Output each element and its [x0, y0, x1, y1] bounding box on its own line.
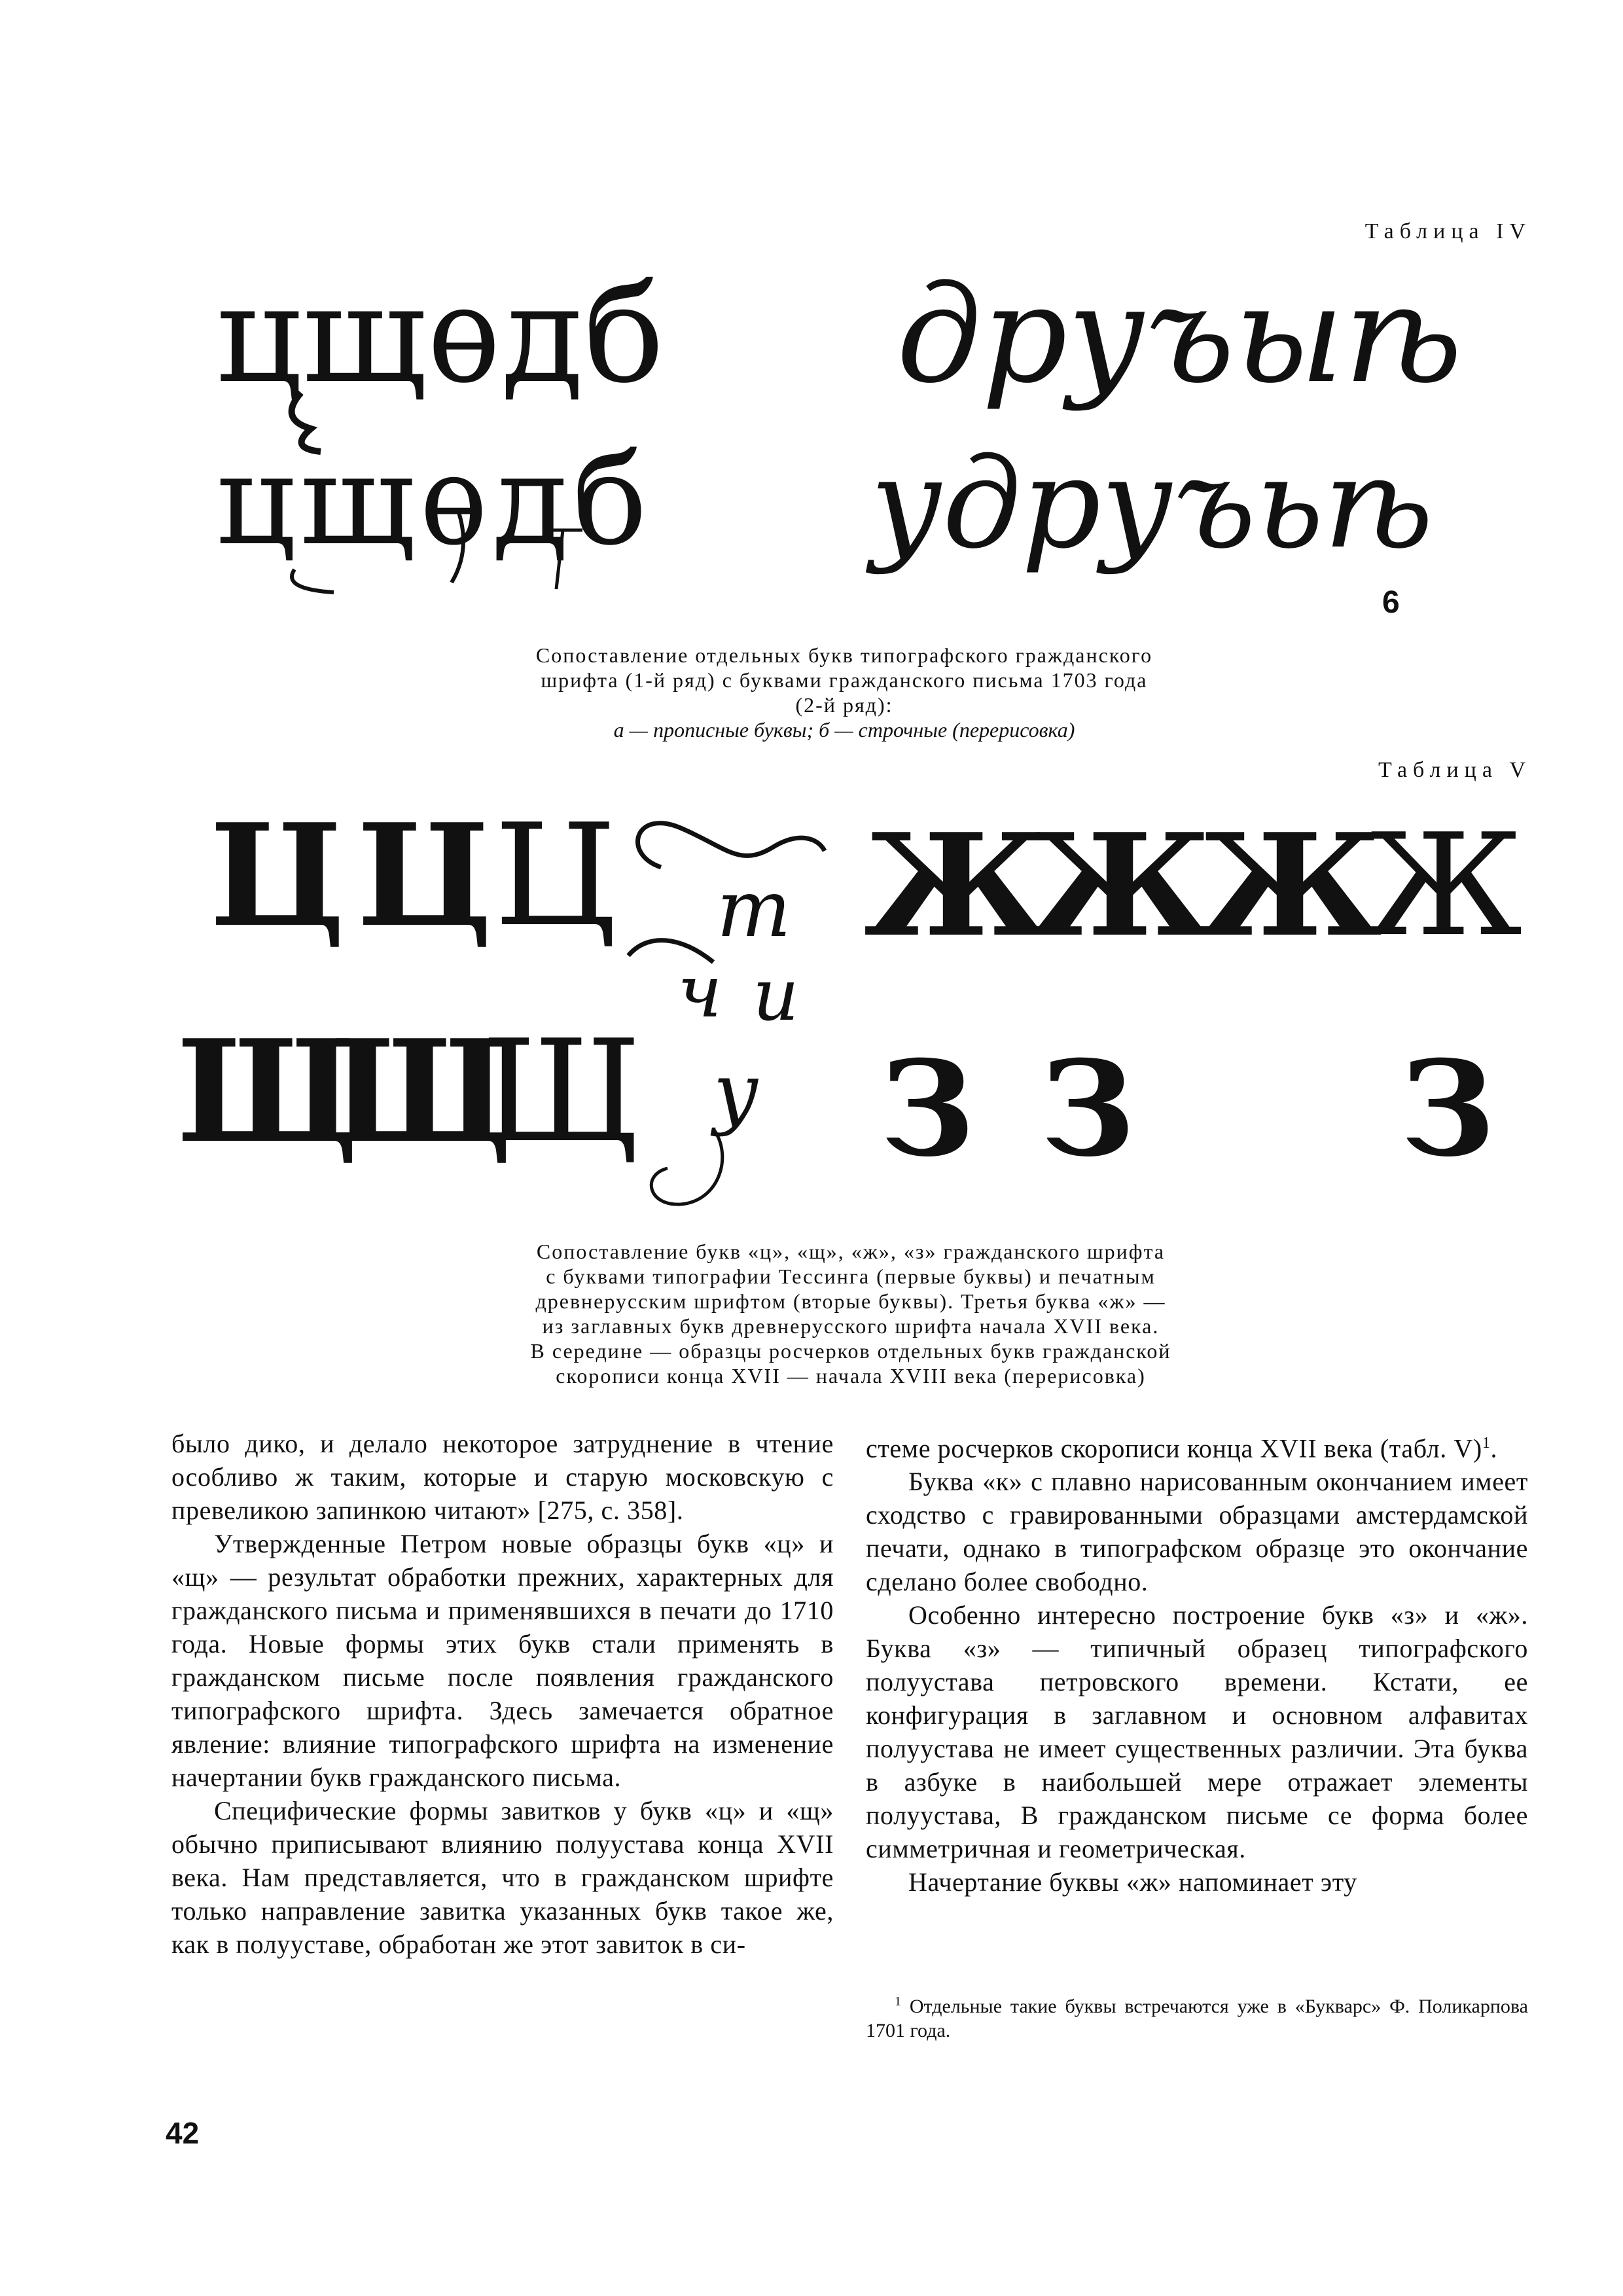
table-4-number: 6: [1382, 585, 1400, 620]
right-paragraph-4: Начертание буквы «ж» напоминает эту: [908, 1867, 1357, 1897]
right-column: [866, 1427, 1528, 1899]
left-paragraph-3: Специфические формы завитков у букв «ц» и «щ» обычно приписывают влиянию полуустава конца XVII века. Нам представляется, что в гражданском шрифте только направление завитка указанных букв такое же, как в полууставе, обработан же этот завиток в си-: [171, 1796, 834, 1959]
table-5-caption-line-6: скорописи конца XVII — начала XVIII века (перерисовка): [556, 1364, 1146, 1388]
table-4-row1-left-letters: цщѳдб: [216, 257, 665, 413]
page-number: 42: [166, 2116, 200, 2150]
table-5-caption-line-3: древнерусским шрифтом (вторые буквы). Третья буква «ж» —: [535, 1289, 1166, 1313]
zh-letter-civil: Ж: [1364, 803, 1523, 967]
table-4-caption-line-3: (2-й ряд):: [795, 693, 893, 717]
zh-letter-capital: Ж: [1198, 802, 1383, 968]
table-5-caption: [458, 1239, 1243, 1388]
footnote-mark: 1: [895, 1994, 901, 2009]
footnote-reference: 1: [1482, 1435, 1491, 1452]
right-paragraph-1: [866, 1427, 1528, 1465]
table-4-caption-line-2: шрифта (1-й ряд) с буквами гражданского письма 1703 года: [541, 668, 1148, 692]
right-paragraph-1-text: стеме росчерков скорописи конца XVII века (табл. V): [866, 1433, 1482, 1463]
table-4-caption-line-1: Сопоставление отдельных букв типографского гражданского: [535, 643, 1153, 667]
shch-letter-tessing: Щ: [177, 1009, 359, 1174]
table-5-caption-line-1: Сопоставление букв «ц», «щ», «ж», «з» гражданского шрифта: [536, 1240, 1166, 1263]
right-paragraph-2: Буква «к» с плавно нарисованным окончанием имеет сходство с гравированными образцами амстердамской печати, однако в типографском образце это окончание сделано более свободно.: [866, 1467, 1528, 1597]
table-5-caption-line-2: с буквами типографии Тессинга (первые буквы) и печатным: [546, 1265, 1156, 1288]
table-4-row2-right-letters: удруъьѣ: [870, 431, 1434, 576]
cursive-i-sample: и: [753, 953, 799, 1037]
ts-letter-old-russian: Ц: [357, 793, 493, 958]
z-letter-tessing: З: [880, 1032, 975, 1186]
left-paragraph-2: Утвержденные Петром новые образцы букв «ц» и «щ» — результат обработки прежних, характерных для гражданского письма и применявшихся в печати до 1710 года. Новые формы этих букв стали применять в гражданском письме после появления гражданского типографского шрифта. Здесь замечается обратное явление: влияние типографского шрифта на изменение начертании букв гражданского письма.: [171, 1529, 834, 1792]
right-paragraph-1-end: .: [1490, 1433, 1498, 1463]
footnote: [866, 1990, 1528, 2043]
z-letter-old-russian: З: [1041, 1032, 1135, 1186]
table-4-label: Таблица IV: [1364, 219, 1531, 243]
footnote-text: Отдельные такие буквы встречаются уже в «Букварс» Ф. Поликарпова 1701 года.: [866, 1996, 1529, 2041]
table-4-flourishes: [216, 380, 903, 596]
ts-letter-civil: Ц: [494, 793, 617, 958]
z-letter-civil: З: [1400, 1032, 1495, 1186]
table-4-row1-right-letters: друъыѣ: [897, 257, 1463, 413]
cursive-te-sample: т: [717, 864, 791, 955]
cursive-che-sample: ч: [677, 950, 722, 1033]
shch-letter-civil: Щ: [481, 1009, 642, 1174]
shch-letter-old-russian: Щ: [330, 1009, 512, 1174]
zh-letter-tessing: Ж: [864, 802, 1049, 968]
left-paragraph-1: было дико, и делало некоторое затруднение в чтение особливо ж таким, которые и старую московскую с превеликою запинкою читают» [275, с. 358].: [171, 1429, 834, 1525]
left-column: [171, 1427, 834, 1961]
ts-letter-tessing: Ц: [209, 793, 346, 958]
table-4-caption: [419, 643, 1270, 742]
cursive-u-sample: у: [713, 1047, 759, 1138]
table-5-label: Таблица V: [1378, 758, 1531, 782]
table-5-caption-line-5: В середине — образцы росчерков отдельных букв гражданской: [530, 1339, 1171, 1363]
zh-letter-old-russian: Ж: [1027, 802, 1213, 968]
right-paragraph-3: Особенно интересно построение букв «з» и «ж». Буква «з» — типичный образец типографского полуустава петровского времени. Кстати, ее конфигурация в заглавном и основном алфавитах полуустава не имеет существенных различии. Эта буква в азбуке в наибольшей мере отражает элементы полуустава, В гражданском письме се форма более симметричная и геометрическая.: [866, 1600, 1528, 1864]
table-5-caption-line-4: из заглавных букв древнерусского шрифта начала XVII века.: [542, 1314, 1160, 1338]
table-4-caption-line-4: а — прописные буквы; б — строчные (перерисовка): [613, 718, 1075, 742]
table-4-row2-left-letters: цщѳдб: [216, 428, 652, 573]
